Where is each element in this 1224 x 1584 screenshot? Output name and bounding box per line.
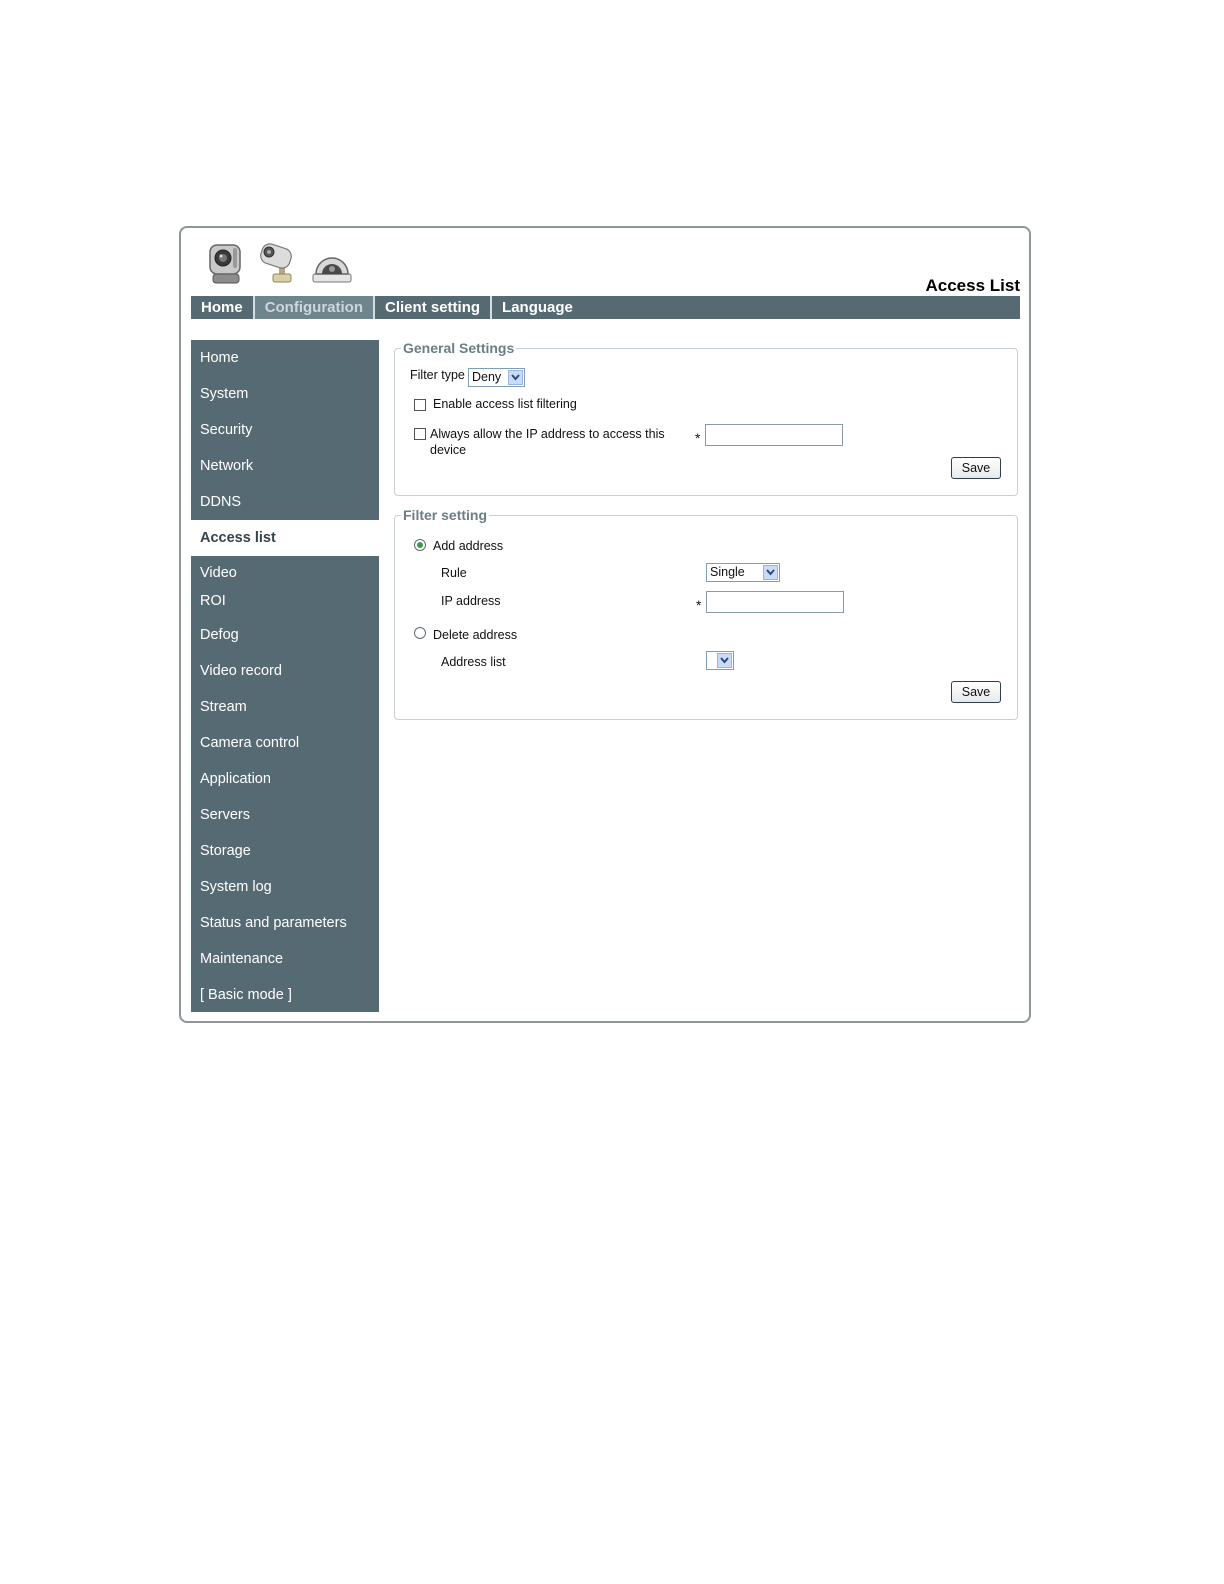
tab-language[interactable]: Language bbox=[502, 299, 573, 316]
delete-address-radio[interactable] bbox=[414, 627, 426, 639]
top-navigation bbox=[191, 296, 1020, 319]
sidebar-item-application[interactable]: Application bbox=[200, 771, 271, 787]
filter-setting-legend: Filter setting bbox=[403, 507, 488, 523]
sidebar-item-access-list[interactable]: Access list bbox=[191, 520, 379, 556]
sidebar-item-status-and-parameters[interactable]: Status and parameters bbox=[200, 915, 347, 931]
always-allow-label-line1: Always allow the IP address to access this bbox=[430, 427, 665, 441]
address-list-select[interactable] bbox=[706, 651, 734, 670]
filter-type-label: Filter type bbox=[410, 368, 465, 382]
sidebar-item-servers[interactable]: Servers bbox=[200, 807, 250, 823]
sidebar-item-camera-control[interactable]: Camera control bbox=[200, 735, 300, 751]
sidebar-item-network[interactable]: Network bbox=[200, 458, 254, 474]
radio-selected-dot bbox=[417, 542, 423, 548]
always-allow-checkbox[interactable] bbox=[414, 428, 426, 440]
sidebar-item-defog[interactable]: Defog bbox=[200, 627, 239, 643]
page-title: Access List bbox=[925, 276, 1020, 295]
sidebar-item-stream[interactable]: Stream bbox=[200, 699, 247, 715]
rule-label: Rule bbox=[441, 566, 467, 580]
filter-type-value: Deny bbox=[472, 370, 502, 384]
required-mark: * bbox=[696, 597, 702, 613]
tab-home[interactable]: Home bbox=[191, 296, 255, 319]
add-address-label: Add address bbox=[433, 539, 504, 553]
delete-address-label: Delete address bbox=[433, 628, 518, 642]
chevron-down-icon bbox=[717, 653, 732, 668]
always-allow-ip-input[interactable] bbox=[705, 424, 843, 446]
enable-filtering-checkbox[interactable] bbox=[414, 399, 426, 411]
sidebar-item-roi[interactable]: ROI bbox=[200, 593, 226, 609]
enable-filtering-label: Enable access list filtering bbox=[433, 397, 577, 411]
chevron-down-icon bbox=[508, 370, 523, 385]
ip-address-label: IP address bbox=[441, 594, 501, 608]
address-list-label: Address list bbox=[441, 655, 506, 669]
ptz-camera-icon bbox=[201, 240, 247, 286]
ip-address-input[interactable] bbox=[706, 591, 844, 613]
always-allow-label-line2: device bbox=[430, 443, 467, 457]
sidebar-item-system-log[interactable]: System log bbox=[200, 879, 272, 895]
sidebar-item-video-record[interactable]: Video record bbox=[200, 663, 282, 679]
sidebar-item-home[interactable]: Home bbox=[200, 350, 239, 366]
tab-configuration[interactable]: Configuration bbox=[255, 296, 375, 319]
general-save-button[interactable]: Save bbox=[951, 457, 1001, 479]
sidebar-item-system[interactable]: System bbox=[200, 386, 249, 402]
tab-client-setting[interactable]: Client setting bbox=[375, 296, 492, 319]
general-settings-legend: General Settings bbox=[403, 340, 515, 356]
dome-camera-icon bbox=[309, 240, 355, 286]
required-mark: * bbox=[695, 430, 701, 446]
bullet-camera-icon bbox=[257, 240, 303, 286]
rule-select[interactable] bbox=[706, 563, 780, 582]
chevron-down-icon bbox=[763, 565, 778, 580]
sidebar-item-security[interactable]: Security bbox=[200, 422, 253, 438]
sidebar-item-video[interactable]: Video bbox=[200, 565, 237, 581]
sidebar-item-maintenance[interactable]: Maintenance bbox=[200, 951, 284, 967]
add-address-radio[interactable] bbox=[414, 539, 426, 551]
sidebar-item-ddns[interactable]: DDNS bbox=[200, 494, 242, 510]
filter-type-select[interactable] bbox=[468, 368, 525, 387]
rule-value: Single bbox=[710, 565, 745, 579]
filter-save-button[interactable]: Save bbox=[951, 681, 1001, 703]
sidebar-item-storage[interactable]: Storage bbox=[200, 843, 251, 859]
sidebar-item-basic-mode[interactable]: [ Basic mode ] bbox=[200, 987, 292, 1003]
sidebar bbox=[191, 340, 379, 1012]
